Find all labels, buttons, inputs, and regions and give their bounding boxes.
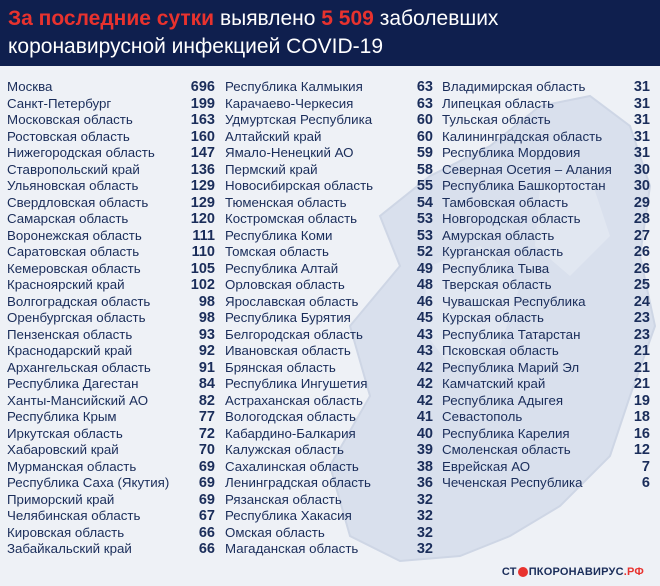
region-name: Воронежская область: [7, 227, 142, 243]
region-name: Новосибирская область: [225, 178, 374, 193]
region-cases: 63: [416, 79, 433, 95]
region-row: [442, 96, 650, 113]
region-name: Курская область: [442, 310, 544, 325]
logo-text-end: ПКОРОНАВИРУС: [528, 566, 624, 578]
region-cases: 23: [633, 310, 650, 326]
region-cases: 26: [633, 244, 650, 260]
region-row: [7, 96, 215, 113]
region-row: [7, 228, 215, 245]
region-cases: 147: [190, 145, 215, 161]
region-row: [225, 442, 433, 459]
region-name: Астраханская область: [225, 392, 363, 408]
region-name: Псковская область: [442, 343, 559, 358]
region-cases: 98: [198, 310, 215, 326]
region-row: [225, 294, 433, 311]
region-row: [7, 310, 215, 327]
region-name: Ярославская область: [225, 293, 359, 309]
region-name: Республика Дагестан: [7, 376, 139, 391]
region-name: Курганская область: [442, 244, 564, 259]
region-cases: 31: [633, 112, 650, 128]
region-row: [7, 343, 215, 360]
region-cases: 31: [633, 95, 650, 112]
region-cases: 98: [198, 293, 215, 310]
region-row: [442, 129, 650, 146]
region-row: [7, 211, 215, 228]
region-name: Брянская область: [225, 359, 336, 375]
region-row: [7, 360, 215, 377]
region-row: [225, 277, 433, 294]
region-name: Чеченская Республика: [442, 475, 583, 490]
region-name: Республика Татарстан: [442, 326, 581, 342]
region-cases: 21: [633, 343, 650, 359]
region-name: Приморский край: [7, 491, 115, 507]
region-name: Хабаровский край: [7, 442, 119, 457]
region-name: Калужская область: [225, 442, 344, 457]
region-name: Ростовская область: [7, 128, 130, 144]
region-cases: 199: [190, 95, 215, 112]
region-cases: 32: [416, 524, 433, 541]
region-cases: 32: [416, 491, 433, 508]
region-row: [442, 195, 650, 212]
region-row: [225, 79, 433, 96]
region-cases: 82: [198, 392, 215, 409]
region-cases: 163: [190, 112, 215, 128]
region-name: Республика Коми: [225, 227, 333, 243]
region-cases: 49: [416, 260, 433, 277]
region-cases: 129: [190, 194, 215, 211]
region-row: [7, 145, 215, 162]
region-row: [225, 426, 433, 443]
region-row: [442, 442, 650, 459]
region-row: [225, 343, 433, 360]
region-row: [7, 112, 215, 129]
region-cases: 67: [198, 508, 215, 524]
region-row: [442, 178, 650, 195]
region-row: [7, 442, 215, 459]
region-cases: 160: [190, 128, 215, 145]
region-name: Тамбовская область: [442, 194, 569, 210]
region-cases: 41: [416, 409, 433, 425]
region-name: Ямало-Ненецкий АО: [225, 145, 354, 160]
region-cases: 19: [633, 392, 650, 409]
region-name: Нижегородская область: [7, 145, 155, 160]
region-row: [7, 393, 215, 410]
region-row: [442, 277, 650, 294]
region-cases: 77: [198, 409, 215, 425]
region-row: [7, 327, 215, 344]
region-cases: 84: [198, 376, 215, 392]
region-name: Волгоградская область: [7, 293, 151, 309]
region-name: Свердловская область: [7, 194, 149, 210]
region-cases: 60: [416, 112, 433, 128]
region-cases: 72: [198, 425, 215, 442]
region-name: Новгородская область: [442, 211, 581, 226]
region-cases: 21: [633, 359, 650, 376]
region-row: [7, 459, 215, 476]
region-cases: 42: [416, 376, 433, 392]
total-cases: 5 509: [321, 7, 374, 30]
region-name: Республика Карелия: [442, 425, 570, 441]
region-cases: 6: [641, 475, 650, 491]
region-name: Омская область: [225, 524, 325, 540]
region-row: [225, 228, 433, 245]
region-row: [225, 492, 433, 509]
region-cases: 16: [633, 425, 650, 442]
region-cases: 32: [416, 508, 433, 524]
region-cases: 42: [416, 359, 433, 376]
region-row: [225, 244, 433, 261]
region-cases: 52: [416, 244, 433, 260]
region-name: Саратовская область: [7, 244, 140, 259]
region-cases: 105: [190, 260, 215, 277]
region-row: [7, 541, 215, 558]
region-row: [442, 228, 650, 245]
region-name: Ставропольский край: [7, 161, 140, 177]
region-cases: 54: [416, 194, 433, 211]
region-cases: 25: [633, 277, 650, 293]
region-name: Мурманская область: [7, 458, 137, 474]
region-row: [442, 393, 650, 410]
region-name: Кемеровская область: [7, 260, 141, 276]
region-cases: 43: [416, 326, 433, 343]
region-name: Республика Хакасия: [225, 508, 352, 523]
regions-column-1: [7, 79, 215, 558]
region-name: Кабардино-Балкария: [225, 425, 356, 441]
region-row: [7, 294, 215, 311]
region-cases: 31: [633, 145, 650, 161]
region-row: [225, 261, 433, 278]
region-name: Еврейская АО: [442, 458, 531, 474]
region-name: Челябинская область: [7, 508, 141, 523]
stop-icon: [518, 567, 528, 577]
region-name: Севастополь: [442, 409, 523, 424]
region-cases: 48: [416, 277, 433, 293]
region-cases: 31: [633, 128, 650, 145]
region-row: [225, 360, 433, 377]
region-row: [442, 162, 650, 179]
region-cases: 26: [633, 260, 650, 277]
region-row: [442, 376, 650, 393]
region-name: Республика Алтай: [225, 260, 339, 276]
region-cases: 120: [190, 211, 215, 227]
region-cases: 18: [633, 409, 650, 425]
region-cases: 70: [198, 442, 215, 458]
region-name: Санкт-Петербург: [7, 95, 112, 111]
region-row: [7, 409, 215, 426]
region-row: [7, 277, 215, 294]
region-row: [7, 79, 215, 96]
region-cases: 30: [633, 178, 650, 194]
region-cases: 136: [190, 161, 215, 178]
region-cases: 42: [416, 392, 433, 409]
region-row: [225, 376, 433, 393]
header-text-end: заболевших: [379, 7, 499, 30]
region-name: Калининградская область: [442, 128, 603, 144]
logo-text-start: СТ: [501, 566, 517, 578]
region-name: Рязанская область: [225, 491, 342, 507]
region-name: Забайкальский край: [7, 541, 132, 556]
region-row: [225, 508, 433, 525]
region-name: Красноярский край: [7, 277, 125, 292]
region-name: Томская область: [225, 244, 329, 259]
region-cases: 63: [416, 95, 433, 112]
region-cases: 31: [633, 79, 650, 95]
region-row: [7, 244, 215, 261]
region-row: [442, 343, 650, 360]
region-row: [7, 129, 215, 146]
region-name: Иркутская область: [7, 425, 123, 441]
region-name: Ивановская область: [225, 343, 351, 358]
header-line-1: [8, 6, 498, 32]
region-cases: 45: [416, 310, 433, 326]
region-name: Кировская область: [7, 524, 125, 540]
region-row: [442, 294, 650, 311]
region-name: Костромская область: [225, 211, 358, 226]
region-name: Магаданская область: [225, 541, 359, 556]
region-row: [225, 393, 433, 410]
region-cases: 69: [198, 491, 215, 508]
region-row: [442, 459, 650, 476]
region-row: [225, 327, 433, 344]
region-row: [7, 492, 215, 509]
region-row: [442, 244, 650, 261]
region-name: Карачаево-Черкесия: [225, 95, 354, 111]
region-cases: 38: [416, 458, 433, 475]
region-row: [225, 541, 433, 558]
logo-tld: .РФ: [623, 566, 644, 578]
region-name: Северная Осетия – Алания: [442, 161, 612, 177]
region-name: Ханты-Мансийский АО: [7, 392, 149, 408]
region-cases: 129: [190, 178, 215, 194]
site-logo: [502, 566, 644, 578]
region-name: Ленинградская область: [225, 475, 371, 490]
region-cases: 93: [198, 326, 215, 343]
region-cases: 60: [416, 128, 433, 145]
region-row: [442, 79, 650, 96]
region-row: [225, 409, 433, 426]
region-row: [225, 211, 433, 228]
region-cases: 43: [416, 343, 433, 359]
region-cases: 23: [633, 326, 650, 343]
region-row: [225, 525, 433, 542]
region-row: [7, 475, 215, 492]
region-name: Удмуртская Республика: [225, 112, 373, 127]
header-line-2: коронавирусной инфекцией COVID-19: [8, 35, 384, 58]
region-cases: 28: [633, 211, 650, 227]
header-banner: [0, 0, 660, 66]
region-name: Самарская область: [7, 211, 129, 226]
region-name: Камчатский край: [442, 376, 546, 391]
region-row: [7, 261, 215, 278]
region-cases: 102: [190, 277, 215, 293]
region-cases: 91: [198, 359, 215, 376]
region-row: [225, 162, 433, 179]
region-cases: 55: [416, 178, 433, 194]
regions-column-3: [442, 79, 650, 492]
region-name: Московская область: [7, 112, 133, 127]
region-cases: 30: [633, 161, 650, 178]
region-name: Республика Мордовия: [442, 145, 581, 160]
region-cases: 53: [416, 211, 433, 227]
region-row: [442, 145, 650, 162]
region-row: [7, 162, 215, 179]
region-cases: 110: [191, 244, 215, 260]
region-row: [225, 195, 433, 212]
region-cases: 21: [633, 376, 650, 392]
region-row: [442, 426, 650, 443]
region-row: [442, 261, 650, 278]
region-cases: 39: [416, 442, 433, 458]
region-name: Орловская область: [225, 277, 345, 292]
regions-column-2: [225, 79, 433, 558]
region-cases: 27: [633, 227, 650, 244]
region-cases: 58: [416, 161, 433, 178]
region-row: [7, 508, 215, 525]
region-name: Республика Ингушетия: [225, 376, 368, 391]
region-cases: 66: [198, 541, 215, 557]
region-name: Республика Крым: [7, 409, 117, 424]
region-name: Тюменская область: [225, 194, 347, 210]
region-cases: 32: [416, 541, 433, 557]
region-name: Алтайский край: [225, 128, 322, 144]
region-cases: 59: [416, 145, 433, 161]
header-text: выявлено: [219, 7, 316, 30]
region-name: Смоленская область: [442, 442, 571, 457]
region-cases: 12: [633, 442, 650, 458]
region-cases: 24: [633, 293, 650, 310]
region-cases: 66: [198, 524, 215, 541]
region-name: Пензенская область: [7, 326, 133, 342]
region-name: Пермский край: [225, 161, 318, 177]
header-highlight: За последние сутки: [8, 7, 215, 30]
region-row: [7, 195, 215, 212]
region-row: [225, 310, 433, 327]
region-row: [442, 112, 650, 129]
region-row: [7, 376, 215, 393]
region-row: [225, 459, 433, 476]
region-row: [7, 426, 215, 443]
region-name: Белгородская область: [225, 326, 363, 342]
region-name: Республика Тыва: [442, 260, 550, 276]
region-row: [442, 211, 650, 228]
region-name: Республика Бурятия: [225, 310, 351, 325]
region-row: [225, 112, 433, 129]
regions-panel: [0, 66, 660, 586]
region-name: Оренбургская область: [7, 310, 146, 325]
region-row: [442, 360, 650, 377]
region-name: Республика Адыгея: [442, 392, 564, 408]
region-row: [442, 409, 650, 426]
region-cases: 69: [198, 458, 215, 475]
region-name: Сахалинская область: [225, 458, 359, 474]
region-name: Липецкая область: [442, 95, 554, 111]
region-name: Владимирская область: [442, 79, 586, 94]
region-cases: 696: [190, 79, 215, 95]
region-cases: 40: [416, 425, 433, 442]
region-name: Республика Марий Эл: [442, 359, 580, 375]
region-name: Тверская область: [442, 277, 552, 292]
region-row: [225, 129, 433, 146]
region-name: Краснодарский край: [7, 343, 133, 358]
region-name: Архангельская область: [7, 359, 151, 375]
region-name: Чувашская Республика: [442, 293, 586, 309]
region-row: [225, 475, 433, 492]
region-row: [225, 96, 433, 113]
region-row: [225, 178, 433, 195]
region-row: [7, 525, 215, 542]
region-row: [225, 145, 433, 162]
region-cases: 53: [416, 227, 433, 244]
region-name: Республика Калмыкия: [225, 79, 363, 94]
region-name: Республика Саха (Якутия): [7, 475, 170, 490]
region-cases: 7: [641, 458, 650, 475]
region-row: [442, 327, 650, 344]
region-row: [442, 475, 650, 492]
region-name: Амурская область: [442, 227, 555, 243]
region-row: [7, 178, 215, 195]
region-cases: 36: [416, 475, 433, 491]
region-cases: 92: [198, 343, 215, 359]
region-name: Республика Башкортостан: [442, 178, 606, 193]
region-cases: 69: [198, 475, 215, 491]
region-cases: 29: [633, 194, 650, 211]
region-name: Ульяновская область: [7, 178, 139, 193]
region-name: Москва: [7, 79, 53, 94]
region-row: [442, 310, 650, 327]
region-cases: 46: [416, 293, 433, 310]
region-name: Тульская область: [442, 112, 551, 127]
region-name: Вологодская область: [225, 409, 356, 424]
region-cases: 111: [192, 227, 215, 244]
